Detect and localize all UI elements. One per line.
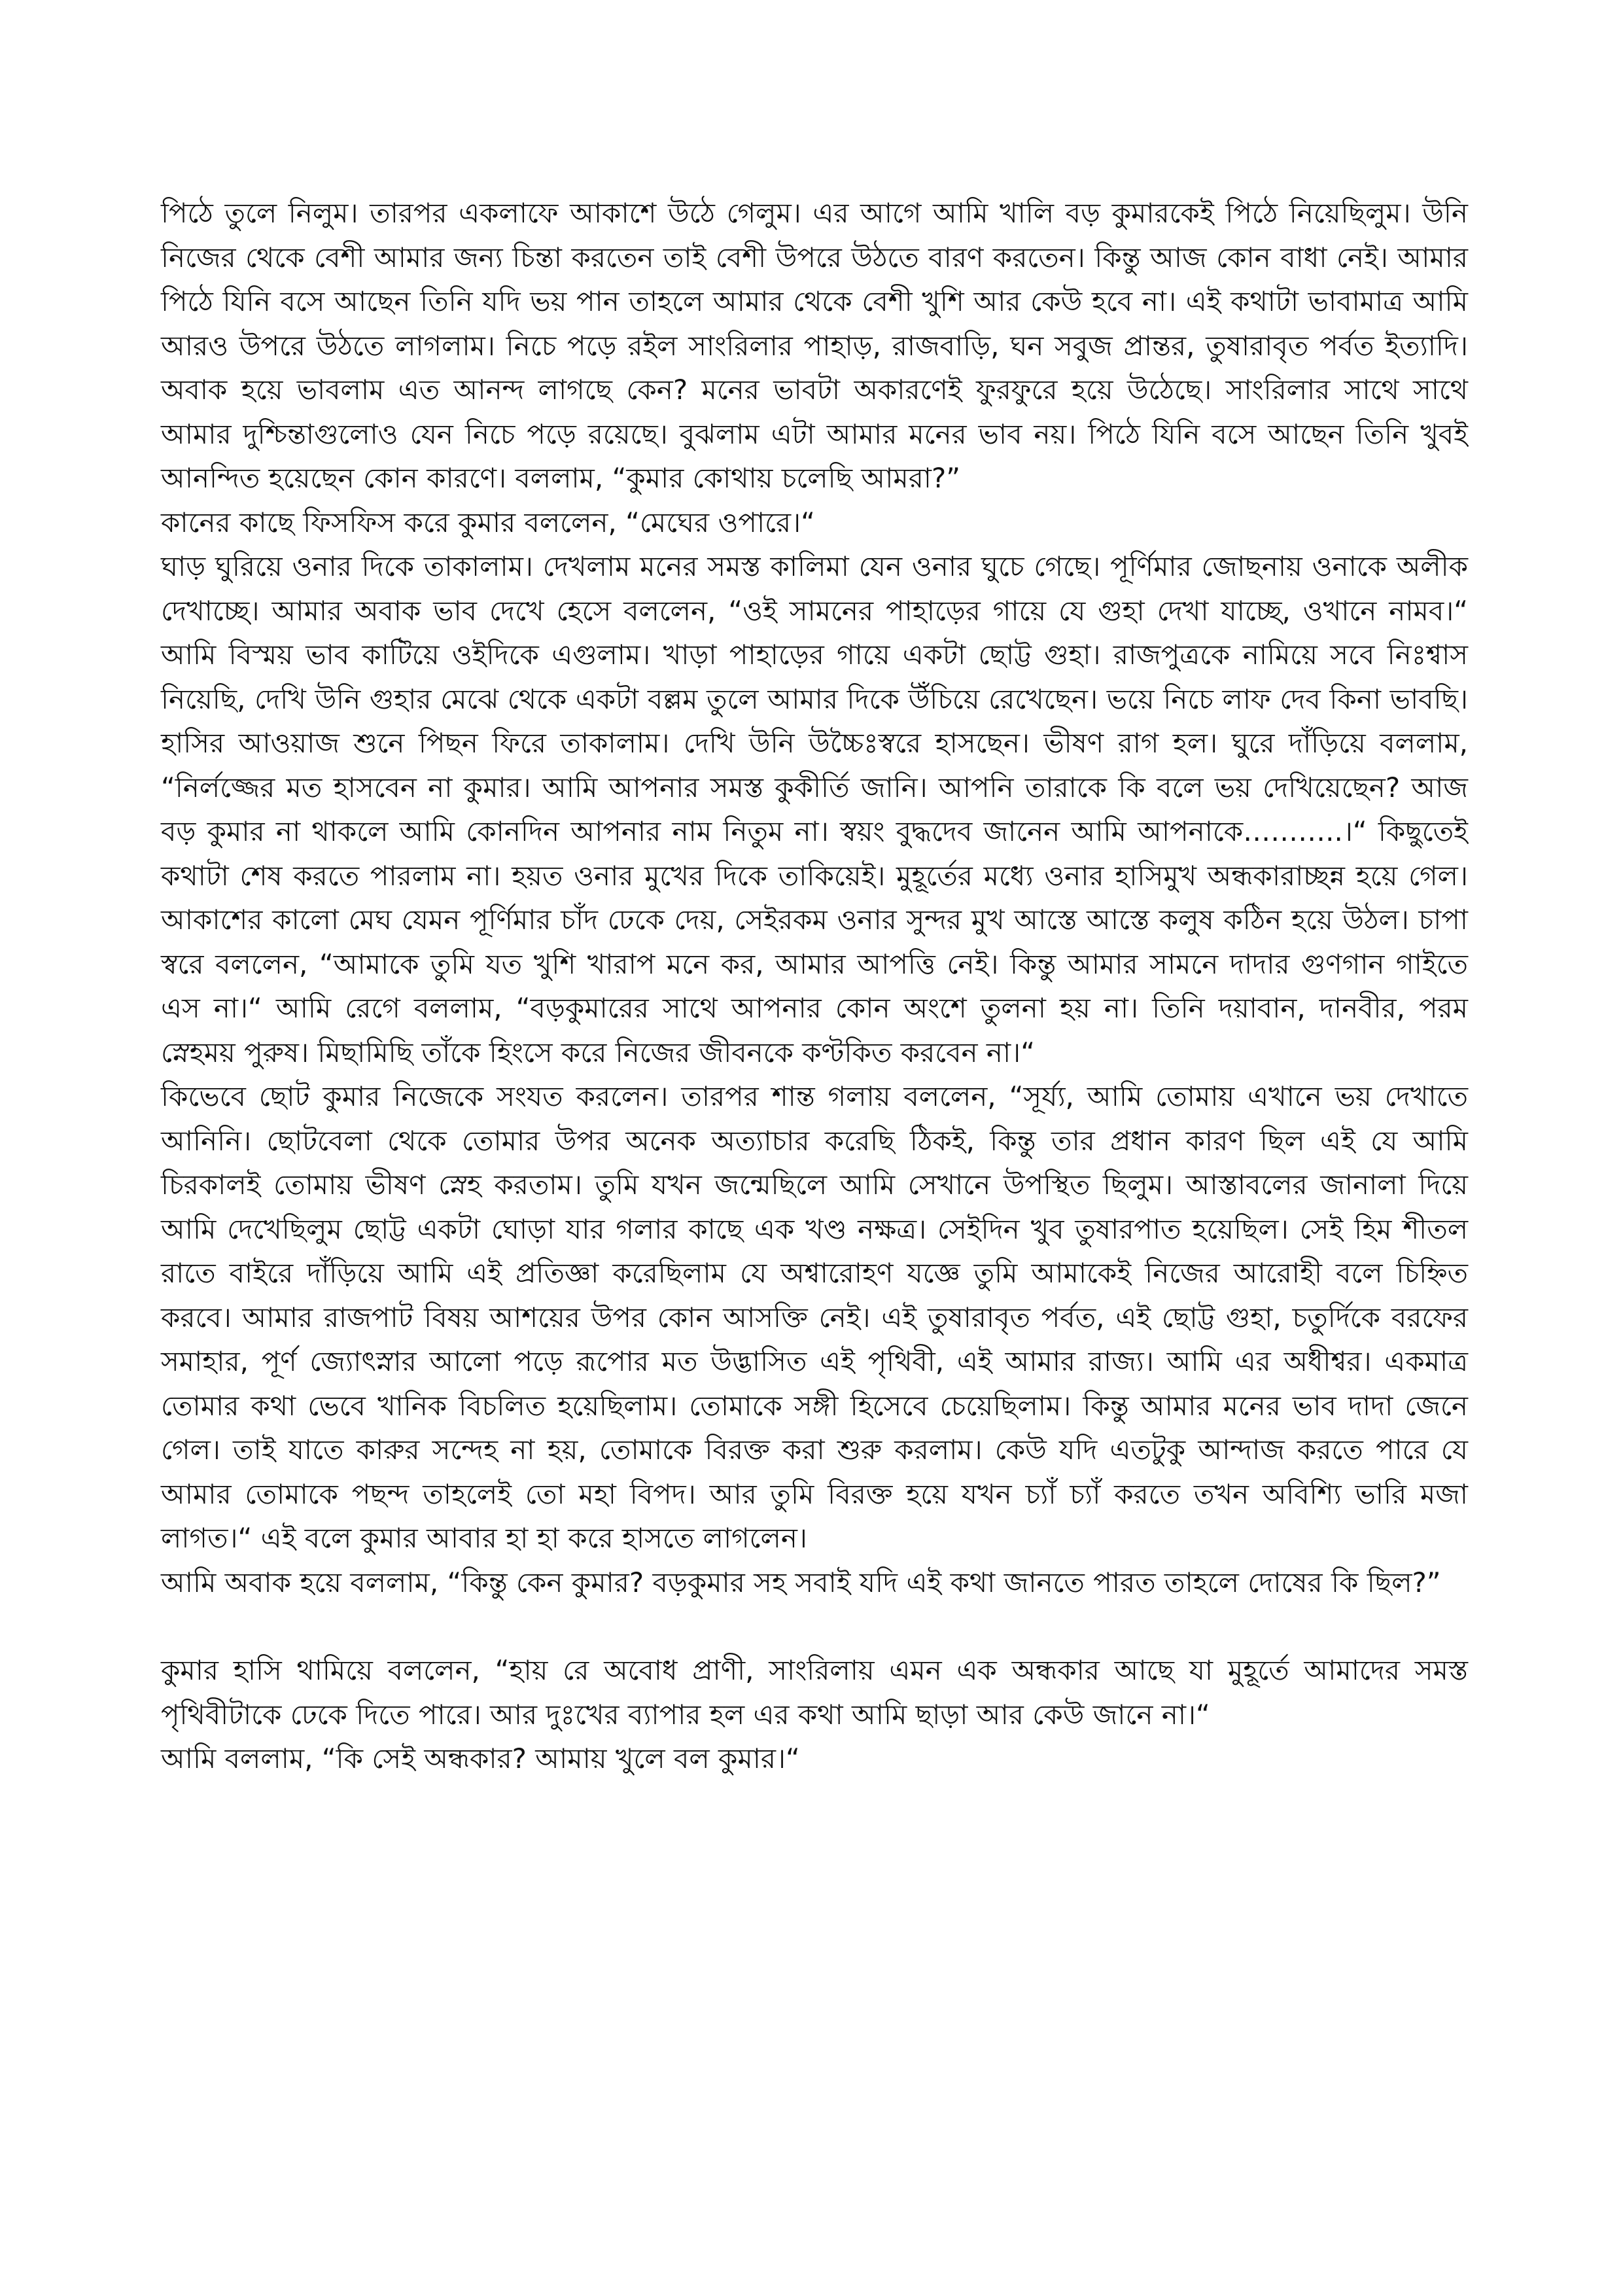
paragraph-6: কুমার হাসি থামিয়ে বললেন, “হায় রে অবোধ প্রাণী, সাংরিলায় এমন এক অন্ধকার আছে যা মুহূর্তে আমাদের সমস্ত পৃথিবীটাকে ঢেকে দিতে পারে। আর দুঃখের ব্যাপার হল এর কথা আমি ছাড়া আর কেউ জানে না।“ [161, 1654, 1468, 1731]
document-body [161, 191, 1468, 1781]
paragraph-1: পিঠে তুলে নিলুম। তারপর একলাফে আকাশে উঠে গেলুম। এর আগে আমি খালি বড় কুমারকেই পিঠে নিয়েছিলুম। উনি নিজের থেকে বেশী আমার জন্য চিন্তা করতেন তাই বেশী উপরে উঠতে বারণ করতেন। কিন্তু আজ কোন বাধা নেই। আমার পিঠে যিনি বসে আছেন তিনি যদি ভয় পান তাহলে আমার থেকে বেশী খুশি আর কেউ হবে না। এই কথাটা ভাবামাত্র আমি আরও উপরে উঠতে লাগলাম। নিচে পড়ে রইল সাংরিলার পাহাড়, রাজবাড়ি, ঘন সবুজ প্রান্তর, তুষারাবৃত পর্বত ইত্যাদি। অবাক হয়ে ভাবলাম এত আনন্দ লাগছে কেন? মনের ভাবটা অকারণেই ফুরফুরে হয়ে উঠেছে। সাংরিলার সাথে সাথে আমার দুশ্চিন্তাগুলোও যেন নিচে পড়ে রয়েছে। বুঝলাম এটা আমার মনের ভাব নয়। পিঠে যিনি বসে আছেন তিনি খুবই আনন্দিত হয়েছেন কোন কারণে। বললাম, “কুমার কোথায় চলেছি আমরা?” [161, 197, 1468, 494]
paragraph-4: কিভেবে ছোট কুমার নিজেকে সংযত করলেন। তারপর শান্ত গলায় বললেন, “সূর্য্য, আমি তোমায় এখানে ভয় দেখাতে আনিনি। ছোটবেলা থেকে তোমার উপর অনেক অত্যাচার করেছি ঠিকই, কিন্তু তার প্রধান কারণ ছিল এই যে আমি চিরকালই তোমায় ভীষণ স্নেহ করতাম। তুমি যখন জন্মেছিলে আমি সেখানে উপস্থিত ছিলুম। আস্তাবলের জানালা দিয়ে আমি দেখেছিলুম ছোট্ট একটা ঘোড়া যার গলার কাছে এক খণ্ড নক্ষত্র। সেইদিন খুব তুষারপাত হয়েছিল। সেই হিম শীতল রাতে বাইরে দাঁড়িয়ে আমি এই প্রতিজ্ঞা করেছিলাম যে অশ্বারোহণ যজ্ঞে তুমি আমাকেই নিজের আরোহী বলে চিহ্নিত করবে। আমার রাজপাট বিষয় আশয়ের উপর কোন আসক্তি নেই। এই তুষারাবৃত পর্বত, এই ছোট্ট গুহা, চতুর্দিকে বরফের সমাহার, পূর্ণ জ্যোৎস্নার আলো পড়ে রূপোর মত উদ্ভাসিত এই পৃথিবী, এই আমার রাজ্য। আমি এর অধীশ্বর। একমাত্র তোমার কথা ভেবে খানিক বিচলিত হয়েছিলাম। তোমাকে সঙ্গী হিসেবে চেয়েছিলাম। কিন্তু আমার মনের ভাব দাদা জেনে গেল। তাই যাতে কারুর সন্দেহ না হয়, তোমাকে বিরক্ত করা শুরু করলাম। কেউ যদি এতটুকু আন্দাজ করতে পারে যে আমার তোমাকে পছন্দ তাহলেই তো মহা বিপদ। আর তুমি বিরক্ত হয়ে যখন চ্যাঁ চ্যাঁ করতে তখন অবিশ্যি ভারি মজা লাগত।“ এই বলে কুমার আবার হা হা করে হাসতে লাগলেন। [161, 1080, 1468, 1554]
paragraph-7: আমি বললাম, “কি সেই অন্ধকার? আমায় খুলে বল কুমার।“ [161, 1742, 800, 1775]
paragraph-2: কানের কাছে ফিসফিস করে কুমার বললেন, “মেঘের ওপারে।“ [161, 506, 815, 539]
paragraph-3: ঘাড় ঘুরিয়ে ওনার দিকে তাকালাম। দেখলাম মনের সমস্ত কালিমা যেন ওনার ঘুচে গেছে। পূর্ণিমার জোছনায় ওনাকে অলীক দেখাচ্ছে। আমার অবাক ভাব দেখে হেসে বললেন, “ওই সামনের পাহাড়ের গায়ে যে গুহা দেখা যাচ্ছে, ওখানে নামব।“ আমি বিস্ময় ভাব কাটিয়ে ওইদিকে এগুলাম। খাড়া পাহাড়ের গায়ে একটা ছোট্ট গুহা। রাজপুত্রকে নামিয়ে সবে নিঃশ্বাস নিয়েছি, দেখি উনি গুহার মেঝে থেকে একটা বল্লম তুলে আমার দিকে উঁচিয়ে রেখেছেন। ভয়ে নিচে লাফ দেব কিনা ভাবছি। হাসির আওয়াজ শুনে পিছন ফিরে তাকালাম। দেখি উনি উচ্চৈঃস্বরে হাসছেন। ভীষণ রাগ হল। ঘুরে দাঁড়িয়ে বললাম, “নির্লজ্জের মত হাসবেন না কুমার। আমি আপনার সমস্ত কুকীর্তি জানি। আপনি তারাকে কি বলে ভয় দেখিয়েছেন? আজ বড় কুমার না থাকলে আমি কোনদিন আপনার নাম নিতুম না। স্বয়ং বুদ্ধদেব জানেন আমি আপনাকে………..।“ কিছুতেই কথাটা শেষ করতে পারলাম না। হয়ত ওনার মুখের দিকে তাকিয়েই। মুহূর্তের মধ্যে ওনার হাসিমুখ অন্ধকারাচ্ছন্ন হয়ে গেল। আকাশের কালো মেঘ যেমন পূর্ণিমার চাঁদ ঢেকে দেয়, সেইরকম ওনার সুন্দর মুখ আস্তে আস্তে কলুষ কঠিন হয়ে উঠল। চাপা স্বরে বললেন, “আমাকে তুমি যত খুশি খারাপ মনে কর, আমার আপত্তি নেই। কিন্তু আমার সামনে দাদার গুণগান গাইতে এস না।“ আমি রেগে বললাম, “বড়কুমারের সাথে আপনার কোন অংশে তুলনা হয় না। তিনি দয়াবান, দানবীর, পরম স্নেহময় পুরুষ। মিছামিছি তাঁকে হিংসে করে নিজের জীবনকে কণ্টকিত করবেন না।“ [161, 550, 1468, 1069]
paragraph-5: আমি অবাক হয়ে বললাম, “কিন্তু কেন কুমার? বড়কুমার সহ সবাই যদি এই কথা জানতে পারত তাহলে দোষের কি ছিল?” [161, 1566, 1441, 1598]
